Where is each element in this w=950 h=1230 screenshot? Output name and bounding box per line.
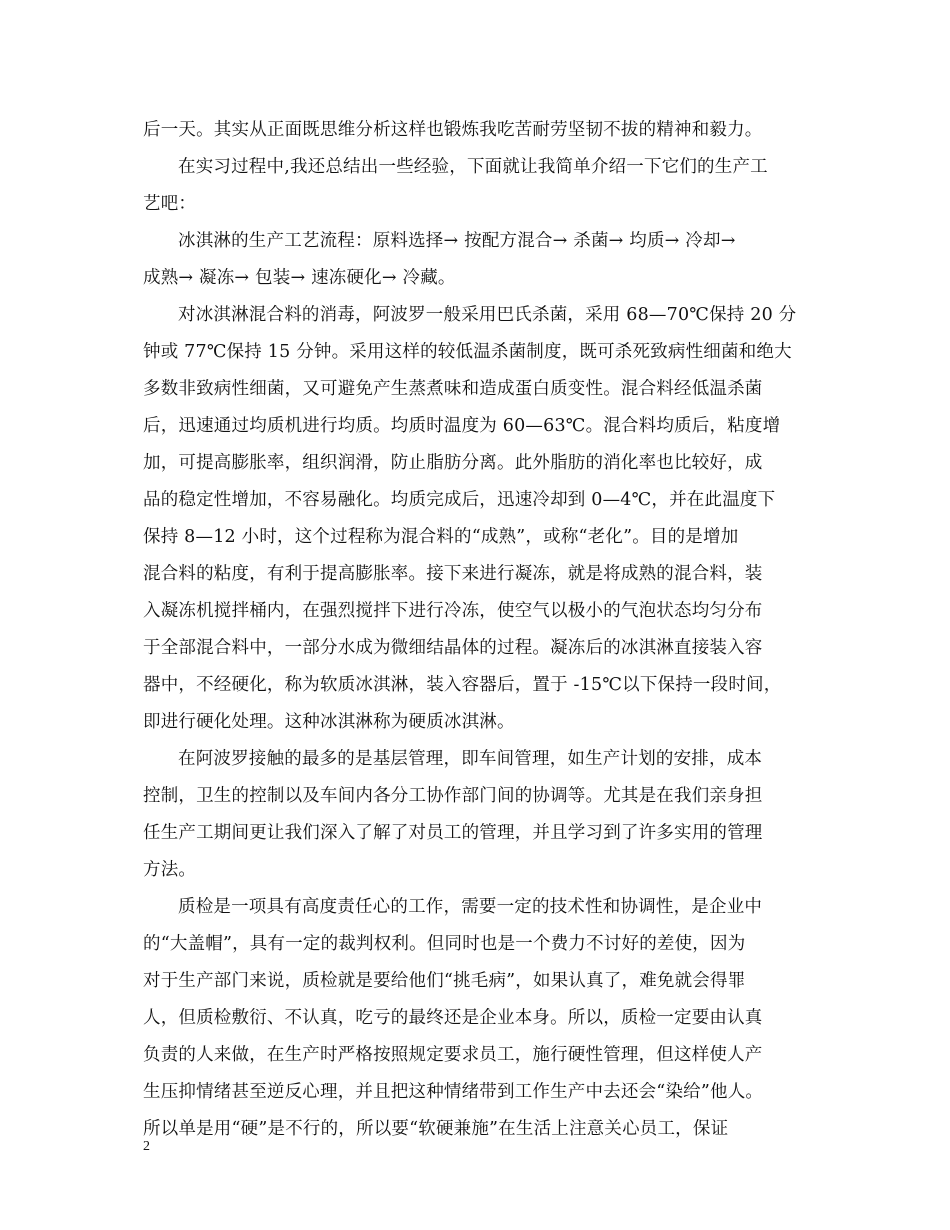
text-line: 对于生产部门来说，质检就是要给他们“挑毛病”，如果认真了，难免就会得罪: [143, 971, 746, 991]
text-line: 人，但质检敷衍、不认真，吃亏的最终还是企业本身。所以，质检一定要由认真: [143, 1008, 763, 1028]
text-line: 品的稳定性增加，不容易融化。均质完成后，迅速冷却到 0—4℃，并在此温度下: [143, 490, 776, 510]
text-line: 器中，不经硬化，称为软质冰淇淋，装入容器后，置于 -15℃以下保持一段时间，: [143, 675, 782, 695]
text-line: 钟或 77℃保持 15 分钟。采用这样的较低温杀菌制度，既可杀死致病性细菌和绝大: [143, 342, 792, 362]
text-line: 保持 8—12 小时，这个过程称为混合料的“成熟”，或称“老化”。目的是增加: [143, 527, 739, 547]
text-line: 艺吧：: [143, 194, 197, 214]
text-line: 混合料的粘度，有利于提高膨胀率。接下来进行凝冻，就是将成熟的混合料，装: [143, 564, 763, 584]
text-line: 生压抑情绪甚至逆反心理，并且把这种情绪带到工作生产中去还会“染给”他人。: [143, 1082, 764, 1102]
text-line: 任生产工期间更让我们深入了解了对员工的管理，并且学习到了许多实用的管理: [143, 823, 763, 843]
text-line: 即进行硬化处理。这种冰淇淋称为硬质冰淇淋。: [143, 712, 515, 732]
text-line: 质检是一项具有高度责任心的工作，需要一定的技术性和协调性，是企业中: [178, 897, 763, 917]
text-line: 加，可提高膨胀率，组织润滑，防止脂肪分离。此外脂肪的消化率也比较好，成: [143, 453, 763, 473]
text-line: 成熟→ 凝冻→ 包装→ 速冻硬化→ 冷藏。: [143, 268, 456, 288]
text-line: 控制，卫生的控制以及车间内各分工协作部门间的协调等。尤其是在我们亲身担: [143, 786, 763, 806]
text-line: 所以单是用“硬”是不行的，所以要“软硬兼施”在生活上注意关心员工，保证: [143, 1119, 729, 1139]
text-line: 多数非致病性细菌，又可避免产生蒸煮味和造成蛋白质变性。混合料经低温杀菌: [143, 379, 763, 399]
text-line: 后一天。其实从正面既思维分析这样也锻炼我吃苦耐劳坚韧不拔的精神和毅力。: [143, 120, 763, 140]
text-line: 于全部混合料中，一部分水成为微细结晶体的过程。凝冻后的冰淇淋直接装入容: [143, 638, 763, 658]
page-number: 2: [143, 1139, 150, 1154]
text-line: 的“大盖帽”，具有一定的裁判权利。但同时也是一个费力不讨好的差使，因为: [143, 934, 746, 954]
text-line: 对冰淇淋混合料的消毒，阿波罗一般采用巴氏杀菌，采用 68—70℃保持 20 分: [178, 305, 797, 325]
text-line: 后，迅速通过均质机进行均质。均质时温度为 60—63℃。混合料均质后，粘度增: [143, 416, 781, 436]
text-line: 入凝冻机搅拌桶内，在强烈搅拌下进行冷冻，使空气以极小的气泡状态均匀分布: [143, 601, 763, 621]
text-line: 在阿波罗接触的最多的是基层管理，即车间管理，如生产计划的安排，成本: [178, 749, 763, 769]
text-line: 在实习过程中,我还总结出一些经验，下面就让我简单介绍一下它们的生产工: [178, 157, 768, 177]
text-line: 负责的人来做，在生产时严格按照规定要求员工，施行硬性管理，但这样使人产: [143, 1045, 763, 1065]
text-line: 冰淇淋的生产工艺流程：原料选择→ 按配方混合→ 杀菌→ 均质→ 冷却→: [178, 231, 736, 251]
text-line: 方法。: [143, 860, 197, 880]
